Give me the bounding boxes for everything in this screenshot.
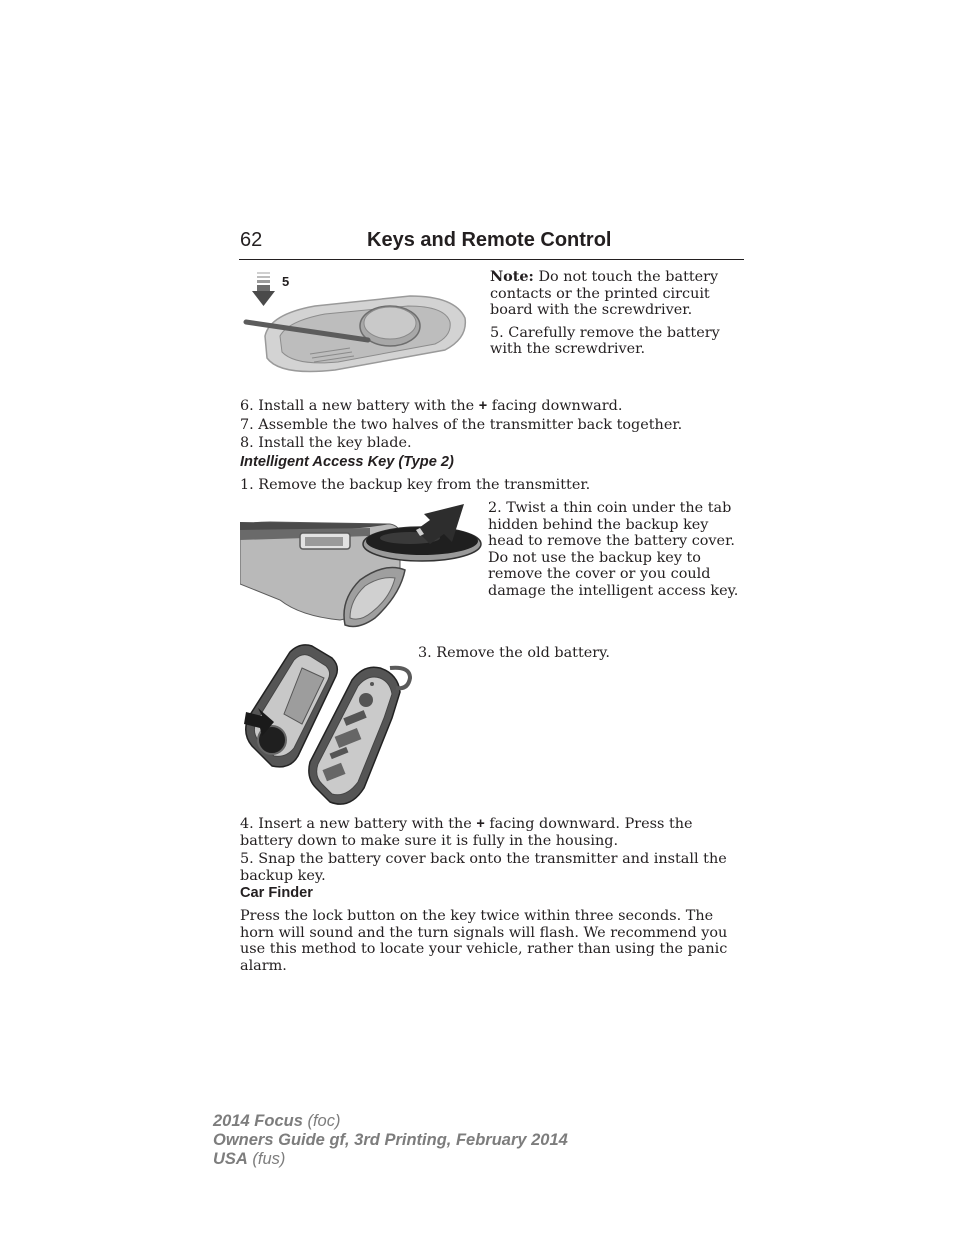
iak-step-3: 3. Remove the old battery.: [418, 645, 610, 661]
page-number: 62: [240, 229, 263, 251]
iak-step-5: 5. Snap the battery cover back onto the transmitter and install the backup key.: [240, 851, 727, 884]
figure-remove-battery-screwdriver: [240, 266, 472, 384]
footer: [213, 1112, 568, 1169]
step-6: 6. Install a new battery with the + facing downward.: [240, 398, 623, 414]
figure-step-label: 5: [282, 274, 290, 289]
note-block: [490, 269, 746, 362]
figure-remove-old-battery: [240, 638, 416, 810]
footer-line-3: USA (fus): [213, 1150, 286, 1168]
iak-step-4: 4. Insert a new battery with the + facing downward. Press the battery down to make sure it is fully in the housing.: [240, 816, 693, 849]
figure-remove-battery-cover: [240, 500, 482, 630]
step-8: 8. Install the key blade.: [240, 435, 412, 452]
plus-symbol: +: [476, 816, 485, 832]
note-label: Note:: [490, 268, 534, 285]
page-title: Keys and Remote Control: [367, 229, 612, 251]
plus-symbol: +: [478, 398, 488, 414]
steps-6-8: [240, 398, 746, 452]
section-heading-car-finder: Car Finder: [240, 885, 313, 901]
iak-steps-4-5: [240, 816, 746, 884]
iak-step-1: 1. Remove the backup key from the transmitter.: [240, 477, 591, 493]
step-5-text: 5. Carefully remove the battery with the screwdriver.: [490, 324, 720, 358]
note-text: Do not touch the battery contacts or the printed circuit board with the screwdriver.: [490, 269, 719, 319]
section-heading-intelligent-access-key: Intelligent Access Key (Type 2): [240, 454, 454, 470]
header-divider: [239, 259, 744, 260]
footer-line-1: 2014 Focus (foc): [213, 1112, 341, 1130]
step-7: 7. Assemble the two halves of the transmitter back together.: [240, 416, 683, 433]
car-finder-text: Press the lock button on the key twice within three seconds. The horn will sound and the turn signals will flash. We recommend you use this method to locate your vehicle, rather than using the panic alarm.: [240, 908, 728, 974]
footer-line-2: Owners Guide gf, 3rd Printing, February 2014: [213, 1131, 568, 1149]
iak-step-2: 2. Twist a thin coin under the tab hidden behind the backup key head to remove the battery cover. Do not use the backup key to remove the cover or you could damage the intelligent access key.: [488, 500, 739, 599]
